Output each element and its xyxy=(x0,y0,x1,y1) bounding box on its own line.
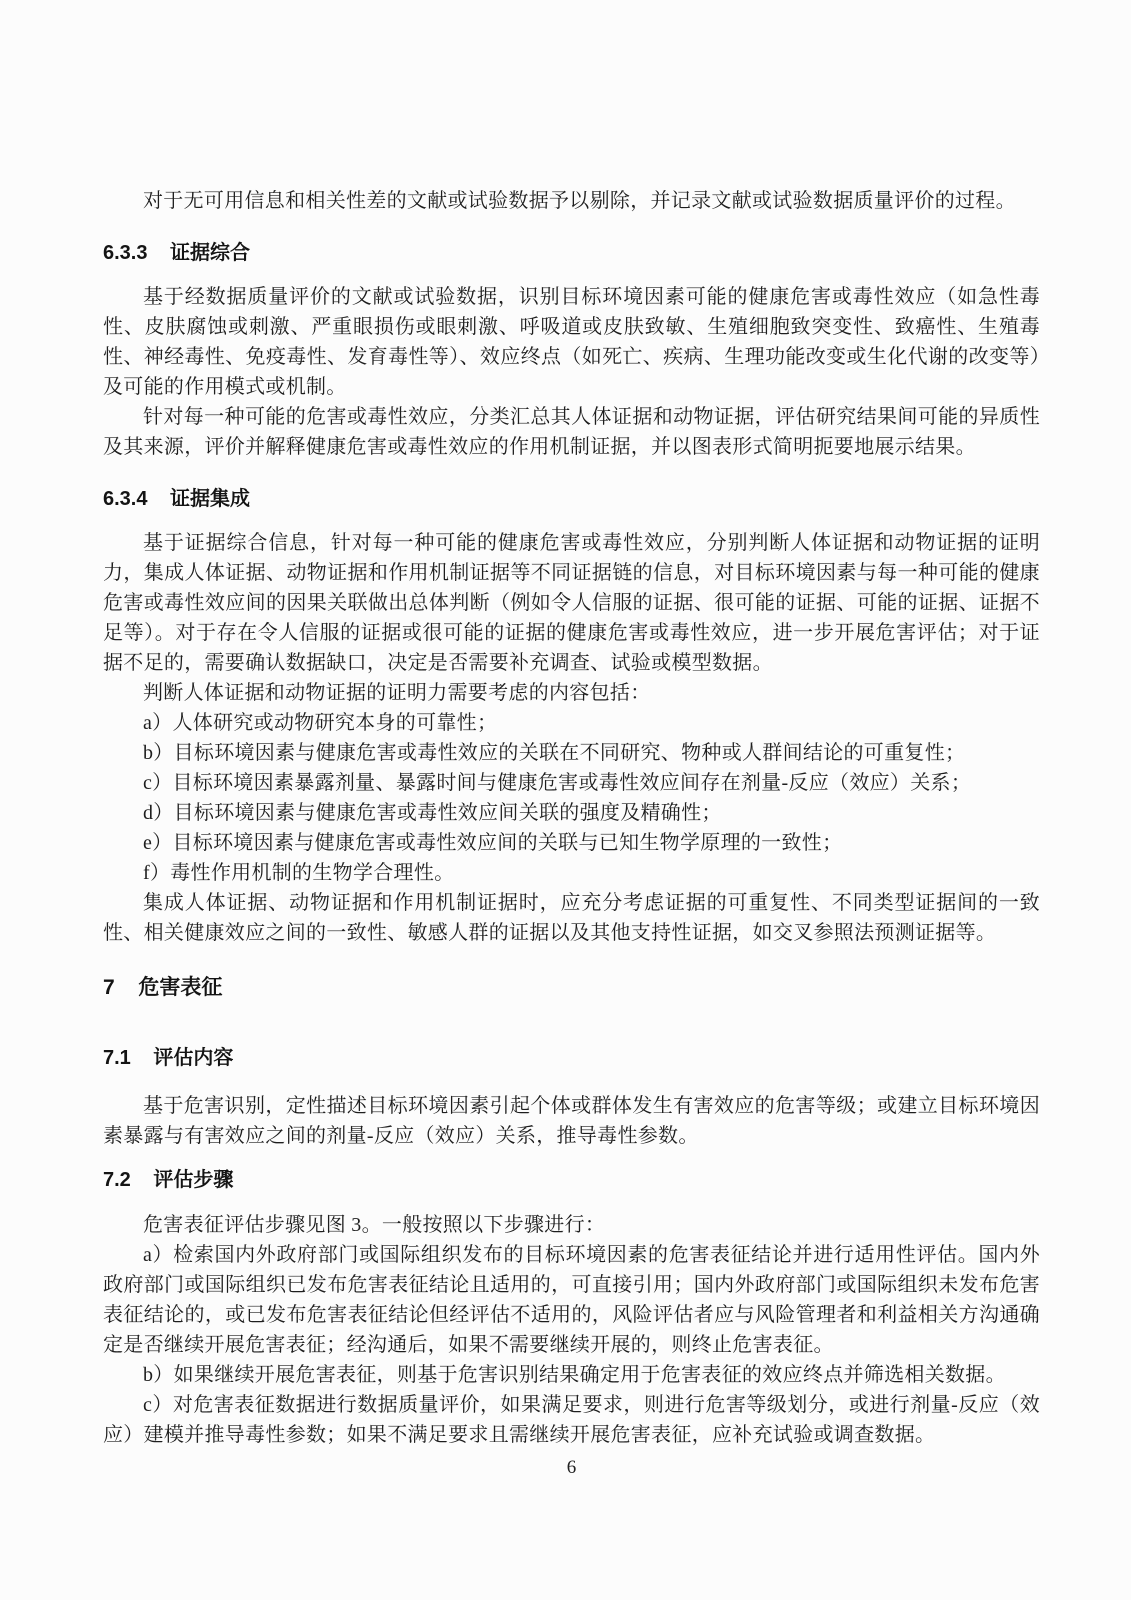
chapter-title: 危害表征 xyxy=(138,976,223,999)
paragraph-evidence-synthesis-2: 针对每一种可能的危害或毒性效应，分类汇总其人体证据和动物证据，评估研究结果间可能的异质性及其来源，评价并解释健康危害或毒性效应的作用机制证据，并以图表形式简明扼要地展示结果。 xyxy=(103,406,1040,458)
section-title: 评估步骤 xyxy=(153,1169,234,1191)
section-number: 6.3.3 xyxy=(103,242,148,264)
list-item-d: d）目标环境因素与健康危害或毒性效应间关联的强度及精确性； xyxy=(143,802,722,824)
section-number: 7.1 xyxy=(103,1047,131,1069)
page-number: 6 xyxy=(566,1457,577,1478)
chapter-heading-7 xyxy=(103,973,1040,1003)
list-item-e: e）目标环境因素与健康危害或毒性效应间的关联与已知生物学原理的一致性； xyxy=(143,832,843,854)
step-item-b: b）如果继续开展危害表征，则基于危害识别结果确定用于危害表征的效应终点并筛选相关数据。 xyxy=(143,1364,1006,1386)
paragraph-evidence-integration-2: 判断人体证据和动物证据的证明力需要考虑的内容包括： xyxy=(143,682,651,704)
paragraph-evidence-synthesis-1: 基于经数据质量评价的文献或试验数据，识别目标环境因素可能的健康危害或毒性效应（如急性毒性、皮肤腐蚀或刺激、严重眼损伤或眼刺激、呼吸道或皮肤致敏、生殖细胞致突变性、致癌性、生殖毒性、神经毒性、免疫毒性、发育毒性等）、效应终点（如死亡、疾病、生理功能改变或生化代谢的改变等）及可能的作用模式或机制。 xyxy=(103,286,1040,398)
list-item-c: c）目标环境因素暴露剂量、暴露时间与健康危害或毒性效应间存在剂量-反应（效应）关系； xyxy=(143,772,972,794)
paragraph-evidence-integration-closing: 集成人体证据、动物证据和作用机制证据时，应充分考虑证据的可重复性、不同类型证据间的一致性、相关健康效应之间的一致性、敏感人群的证据以及其他支持性证据，如交叉参照法预测证据等。 xyxy=(103,892,1040,944)
paragraph-assessment-steps-intro: 危害表征评估步骤见图 3。一般按照以下步骤进行： xyxy=(143,1214,606,1236)
paragraph-evidence-integration-1: 基于证据综合信息，针对每一种可能的健康危害或毒性效应，分别判断人体证据和动物证据的证明力，集成人体证据、动物证据和作用机制证据等不同证据链的信息，对目标环境因素与每一种可能的健康危害或毒性效应间的因果关联做出总体判断（例如令人信服的证据、很可能的证据、可能的证据、证据不足等）。对于存在令人信服的证据或很可能的证据的健康危害或毒性效应，进一步开展危害评估；对于证据不足的，需要确认数据缺口，决定是否需要补充调查、试验或模型数据。 xyxy=(103,532,1040,674)
section-heading-6-3-3 xyxy=(103,238,1040,268)
section-number: 6.3.4 xyxy=(103,488,148,510)
section-heading-7-1 xyxy=(103,1043,1040,1073)
section-heading-6-3-4 xyxy=(103,484,1040,514)
list-item-b: b）目标环境因素与健康危害或毒性效应的关联在不同研究、物种或人群间结论的可重复性； xyxy=(143,742,966,764)
section-number: 7.2 xyxy=(103,1169,131,1191)
section-title: 评估内容 xyxy=(153,1047,234,1069)
list-item-f: f）毒性作用机制的生物学合理性。 xyxy=(143,862,455,884)
chapter-number: 7 xyxy=(103,976,115,999)
section-title: 证据集成 xyxy=(170,488,251,510)
section-title: 证据综合 xyxy=(170,242,251,264)
step-item-a: a）检索国内外政府部门或国际组织发布的目标环境因素的危害表征结论并进行适用性评估。国内外政府部门或国际组织已发布危害表征结论且适用的，可直接引用；国内外政府部门或国际组织未发布危害表征结论的，或已发布危害表征结论但经评估不适用的，风险评估者应与风险管理者和利益相关方沟通确定是否继续开展危害表征；经沟通后，如果不需要继续开展的，则终止危害表征。 xyxy=(103,1244,1040,1356)
paragraph-assessment-content: 基于危害识别，定性描述目标环境因素引起个体或群体发生有害效应的危害等级；或建立目标环境因素暴露与有害效应之间的剂量-反应（效应）关系，推导毒性参数。 xyxy=(103,1095,1040,1147)
section-heading-7-2 xyxy=(103,1165,1040,1195)
step-item-c: c）对危害表征数据进行数据质量评价，如果满足要求，则进行危害等级划分，或进行剂量-反应（效应）建模并推导毒性参数；如果不满足要求且需继续开展危害表征，应补充试验或调查数据。 xyxy=(103,1394,1040,1446)
list-item-a: a）人体研究或动物研究本身的可靠性； xyxy=(143,712,498,734)
paragraph-data-exclusion: 对于无可用信息和相关性差的文献或试验数据予以剔除，并记录文献或试验数据质量评价的过程。 xyxy=(143,190,1016,212)
